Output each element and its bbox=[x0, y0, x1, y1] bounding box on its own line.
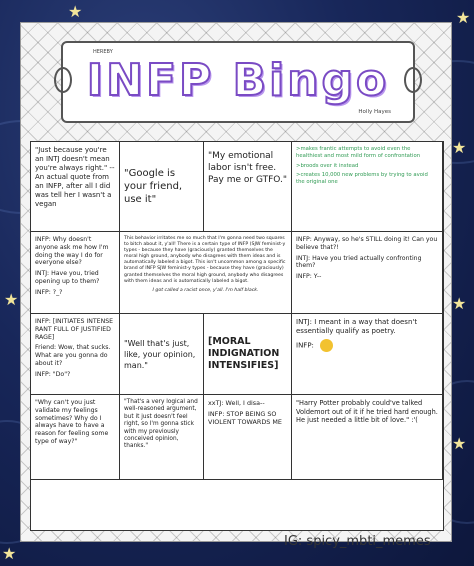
cell-line: INFP: STOP BEING SO VIOLENT TOWARDS ME bbox=[208, 410, 282, 427]
bingo-cell bbox=[120, 314, 204, 395]
star-icon: ★ bbox=[68, 2, 83, 21]
cell-line: INFP: "Do"? bbox=[35, 370, 71, 378]
bingo-cell bbox=[292, 314, 443, 395]
bingo-cell bbox=[204, 314, 292, 395]
star-icon: ★ bbox=[452, 434, 467, 453]
bingo-cell bbox=[292, 395, 443, 480]
bingo-cell bbox=[120, 142, 204, 232]
cell-line: >broods over it instead bbox=[296, 162, 359, 169]
star-icon: ★ bbox=[456, 8, 471, 27]
cell-text: "Just because you're an INTJ doesn't mean you're always right." -- An actual quote from an INFP, after all I did was tell her I wasn't a vegan bbox=[35, 146, 115, 208]
cell-line: INFP: bbox=[296, 341, 314, 350]
bingo-cell bbox=[120, 395, 204, 480]
cell-line: >makes frantic attempts to avoid even the healthiest and most mild form of confrontation bbox=[296, 146, 421, 159]
cell-text: "Google is your friend, use it" bbox=[124, 168, 183, 205]
cell-line: INFP: ?_? bbox=[35, 288, 63, 296]
star-icon: ★ bbox=[4, 290, 19, 309]
cell-text: [MORAL INDIGNATION INTENSIFIES] bbox=[208, 336, 280, 371]
star-icon: ★ bbox=[452, 138, 467, 157]
bingo-grid bbox=[30, 141, 444, 531]
bingo-cell-double bbox=[120, 232, 292, 314]
cell-line: INFP: [INITIATES INTENSE RANT FULL OF JUSTIFIED RAGE] bbox=[35, 318, 114, 341]
bingo-cell bbox=[204, 142, 292, 232]
cell-line: >creates 10,000 new problems by trying to avoid the original one bbox=[296, 172, 428, 186]
banner-tiny-text: HEREBY bbox=[93, 49, 113, 55]
cell-text: This behavior irritates me so much that I'm gonna need two squares to bitch about it, y'all! There is a certain type of INFP (SJW feminist-y types - because they have (graciously) granted themselves the moral high ground, anybody who disagrees with them ideas and is automatically labeled a bigot. This isn't uncommon among a specific brand of INFP SJW feminist-y types - because they have (graciously) granted themselves the moral high ground, anybody who disagrees with them ideas and is automatically labeled a bigot. bbox=[124, 236, 286, 284]
credit-text: Holly Hayes bbox=[358, 109, 391, 115]
cell-text: "That's a very logical and well-reasoned argument, but it just doesn't feel right, so I'm gonna stick with my previously conceived opinion, thanks." bbox=[124, 399, 198, 450]
title-banner bbox=[61, 41, 415, 123]
instagram-handle: IG: spicy_mbti_memes bbox=[284, 534, 431, 549]
bingo-cell bbox=[31, 142, 120, 232]
cell-text: "Harry Potter probably could've talked Voldemort out of it if he tried hard enough. He just needed a little bit of love." :'( bbox=[296, 399, 438, 425]
cell-line: INTJ: I meant in a way that doesn't essentially qualify as poetry. bbox=[296, 318, 418, 335]
star-icon: ★ bbox=[452, 294, 467, 313]
cell-text: "Why can't you just validate my feelings sometimes? Why do I always have to have a reason for feeling some type of way?" bbox=[35, 399, 109, 445]
cell-line: INFP: Why doesn't anyone ask me how I'm doing the way I do for everyone else? bbox=[35, 236, 109, 267]
bingo-cell bbox=[292, 142, 443, 232]
bingo-cell bbox=[31, 232, 120, 314]
bingo-cell bbox=[292, 232, 443, 314]
cell-line-with-emoji bbox=[296, 339, 438, 352]
bingo-cell bbox=[31, 395, 120, 480]
cell-text: "Well that's just, like, your opinion, man." bbox=[124, 338, 196, 370]
cell-text: "My emotional labor isn't free. Pay me or GTFO." bbox=[208, 151, 288, 185]
bingo-cell bbox=[31, 314, 120, 395]
bingo-card bbox=[20, 22, 452, 549]
cell-line: Friend: Wow, that sucks. What are you gonna do about it? bbox=[35, 344, 111, 367]
cell-line: INTJ: Have you tried actually confronting them? bbox=[296, 254, 422, 270]
page-title: INFP Bingo bbox=[86, 55, 390, 106]
bingo-cell bbox=[204, 395, 292, 480]
thinking-face-icon bbox=[320, 339, 333, 352]
cell-line: xxTJ: Well, I disa-- bbox=[208, 399, 265, 407]
star-icon: ★ bbox=[2, 544, 17, 563]
cell-line: INTJ: Have you, tried opening up to them? bbox=[35, 270, 100, 285]
cell-line: INFP: Y-- bbox=[296, 273, 322, 281]
cell-line: INFP: Anyway, so he's STILL doing it! Can you believe that?! bbox=[296, 236, 438, 251]
cell-text-end: I got called a racist once, y'all. I'm half black. bbox=[152, 287, 259, 293]
